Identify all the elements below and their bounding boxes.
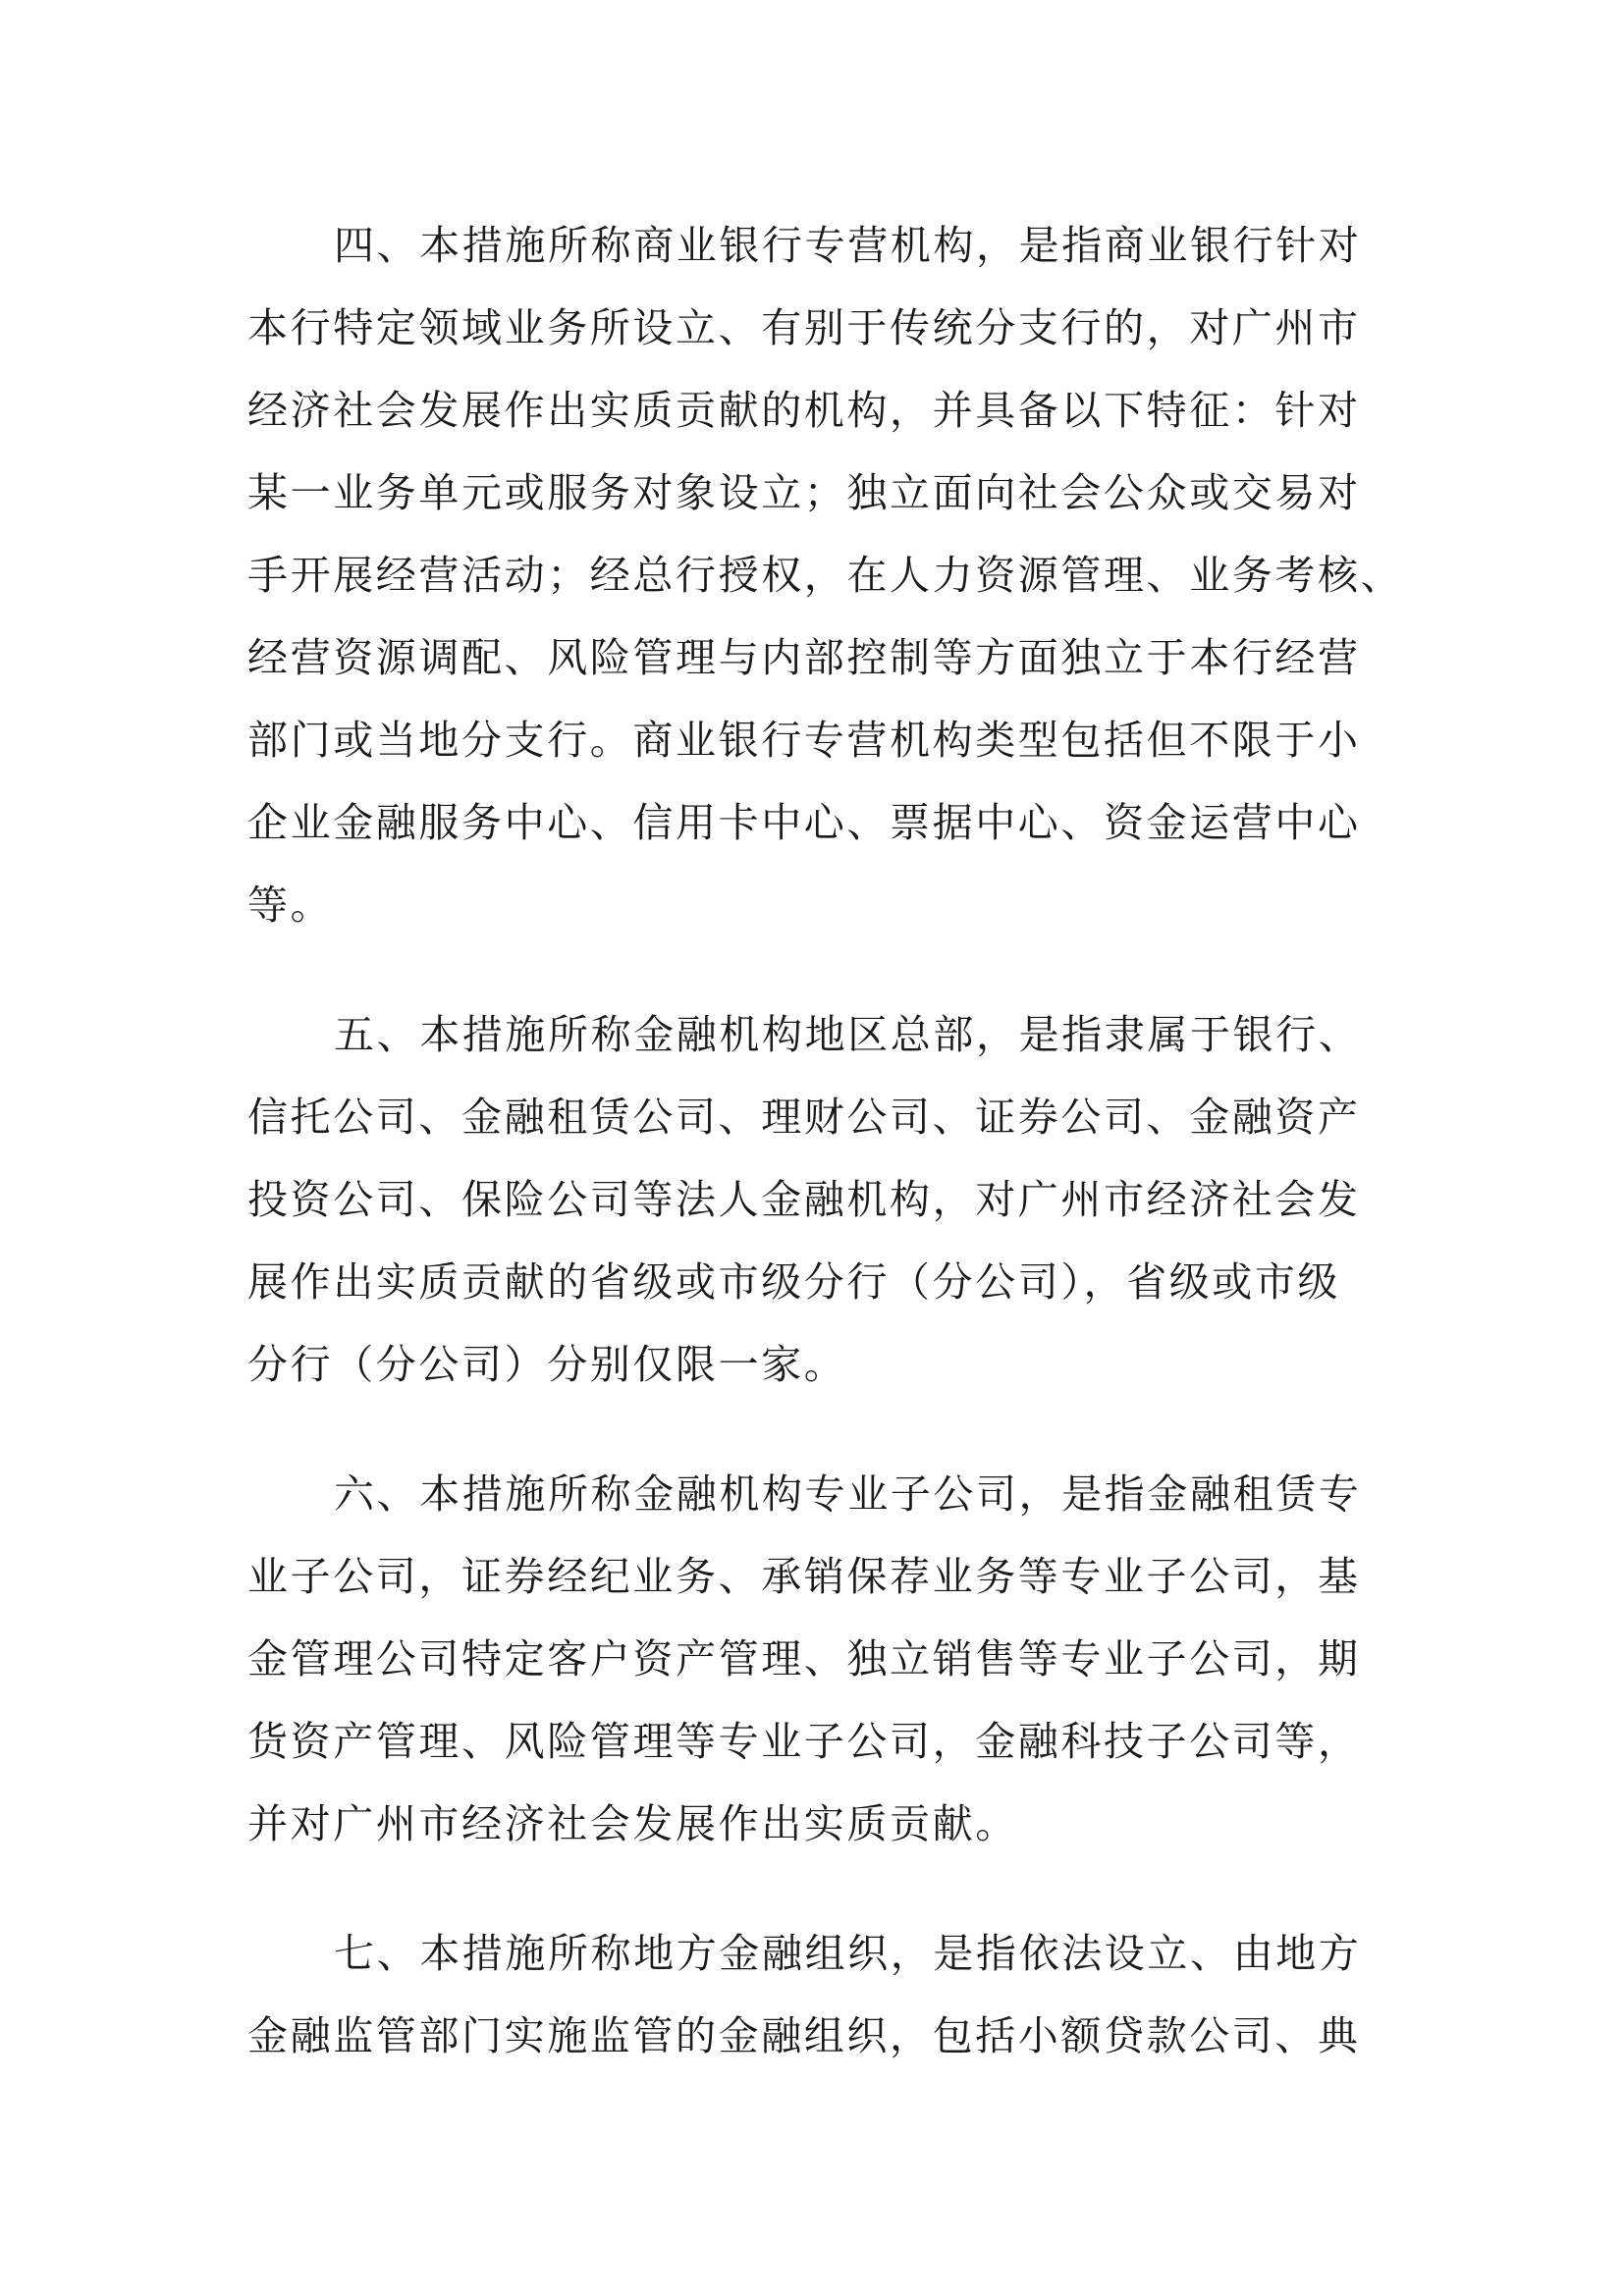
paragraph-line: 分行（分公司）分别仅限一家。 (247, 1341, 847, 1388)
paragraph-line: 六、本措施所称金融机构专业子公司，是指金融租赁专 (334, 1470, 1362, 1518)
paragraph-line: 企业金融服务中心、信用卡中心、票据中心、资金运营中心 (247, 799, 1361, 846)
paragraph-line: 五、本措施所称金融机构地区总部，是指隶属于银行、 (334, 1011, 1362, 1058)
paragraph-line: 并对广州市经济社会发展作出实质贡献。 (247, 1800, 1018, 1847)
paragraph-line: 信托公司、金融租赁公司、理财公司、证券公司、金融资产 (247, 1094, 1361, 1141)
paragraph-line: 本行特定领域业务所设立、有别于传统分支行的，对广州市 (247, 304, 1361, 351)
paragraph-line: 某一业务单元或服务对象设立；独立面向社会公众或交易对 (247, 469, 1361, 516)
paragraph-line: 金融监管部门实施监管的金融组织，包括小额贷款公司、典 (247, 2012, 1361, 2059)
paragraph-5 (247, 993, 1386, 1406)
document-body (247, 204, 1404, 2124)
paragraph-line: 经营资源调配、风险管理与内部控制等方面独立于本行经营 (247, 634, 1361, 681)
paragraph-4 (247, 204, 1404, 946)
paragraph-line: 手开展经营活动；经总行授权，在人力资源管理、业务考核、 (247, 552, 1404, 599)
paragraph-line: 业子公司，证券经纪业务、承销保荐业务等专业子公司，基 (247, 1553, 1361, 1600)
paragraph-line: 投资公司、保险公司等法人金融机构，对广州市经济社会发 (247, 1176, 1361, 1223)
paragraph-line: 等。 (247, 881, 334, 929)
paragraph-line: 金管理公司特定客户资产管理、独立销售等专业子公司，期 (247, 1635, 1361, 1682)
paragraph-line: 四、本措施所称商业银行专营机构，是指商业银行针对 (334, 222, 1362, 269)
paragraph-7 (247, 1912, 1386, 2077)
paragraph-line: 展作出实质贡献的省级或市级分行（分公司），省级或市级 (247, 1258, 1341, 1306)
paragraph-line: 货资产管理、风险管理等专业子公司，金融科技子公司等， (247, 1718, 1361, 1765)
paragraph-line: 经济社会发展作出实质贡献的机构，并具备以下特征：针对 (247, 387, 1361, 434)
paragraph-line: 七、本措施所称地方金融组织，是指依法设立、由地方 (334, 1930, 1362, 1977)
paragraph-6 (247, 1453, 1386, 1865)
paragraph-line: 部门或当地分支行。商业银行专营机构类型包括但不限于小 (247, 717, 1361, 764)
